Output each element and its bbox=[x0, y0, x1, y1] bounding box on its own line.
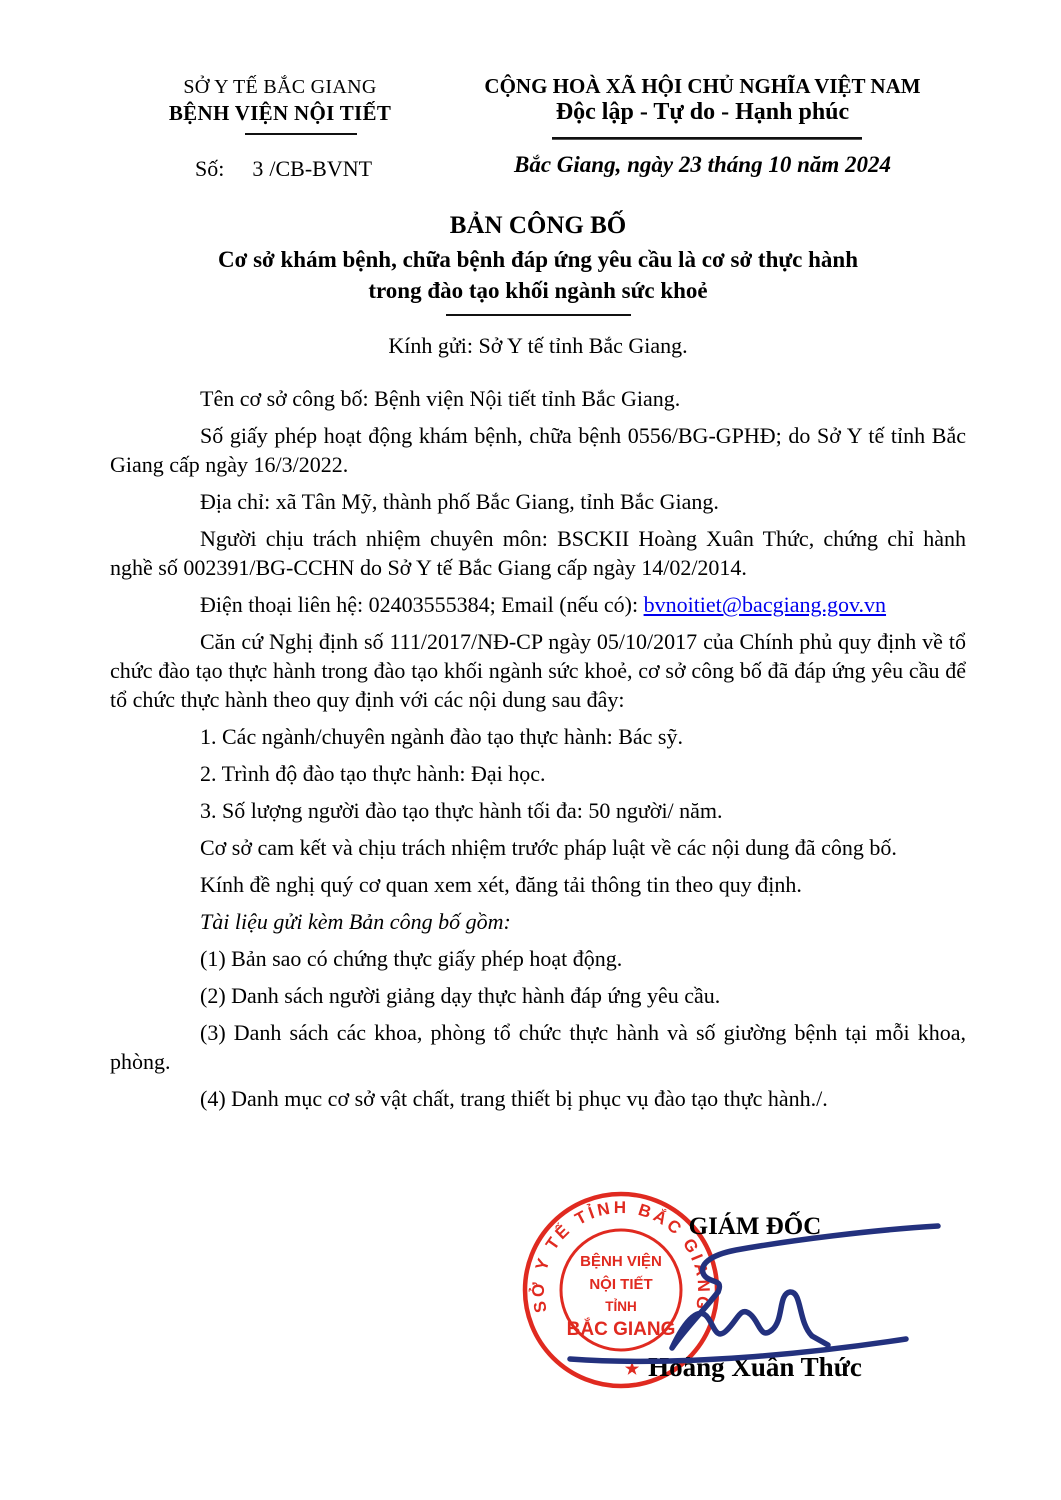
issuing-department: SỞ Y TẾ BẮC GIANG bbox=[183, 76, 377, 98]
attachment-item-3: (3) Danh sách các khoa, phòng tổ chức thực hành và số giường bệnh tại mỗi khoa, phòng. bbox=[110, 1020, 966, 1074]
issuing-organization: BỆNH VIỆN NỘI TIẾT bbox=[168, 101, 392, 125]
body-paragraph-list-item-3: 3. Số lượng người đào tạo thực hành tối đa: 50 người/ năm. bbox=[200, 798, 723, 823]
contact-text: Điện thoại liên hệ: 02403555384; Email (nếu có): bbox=[200, 592, 644, 617]
stamp-line-2: NỘI TIẾT bbox=[589, 1276, 653, 1293]
body-paragraph: Người chịu trách nhiệm chuyên môn: BSCKII Hoàng Xuân Thức, chứng chỉ hành nghề số 002391/BG-CCHN do Sở Y tế Bắc Giang cấp ngày 14/02/2014. bbox=[110, 526, 966, 580]
title-divider bbox=[446, 314, 631, 316]
body-paragraph: Căn cứ Nghị định số 111/2017/NĐ-CP ngày 05/10/2017 của Chính phủ quy định về tổ chức đào tạo thực hành trong đào tạo khối ngành sức khoẻ, cơ sở công bố đã đáp ứng yêu cầu để tổ chức thực hành theo quy định với các nội dung sau đây: bbox=[110, 629, 966, 712]
date-line: Bắc Giang, ngày 23 tháng 10 năm 2024 bbox=[514, 152, 891, 177]
signatory-name: Hoàng Xuân Thức bbox=[648, 1352, 862, 1382]
body-paragraph: Tên cơ sở công bố: Bệnh viện Nội tiết tỉnh Bắc Giang. bbox=[200, 386, 681, 411]
page-subtitle-line1: Cơ sở khám bệnh, chữa bệnh đáp ứng yêu cầu là cơ sở thực hành bbox=[217, 247, 859, 272]
attachment-item-1: (1) Bản sao có chứng thực giấy phép hoạt động. bbox=[200, 946, 623, 971]
national-motto-line2: Độc lập - Tự do - Hạnh phúc bbox=[555, 99, 850, 125]
national-motto-line1: CỘNG HOÀ XÃ HỘI CHỦ NGHĨA VIỆT NAM bbox=[484, 74, 921, 98]
attachment-item-4: (4) Danh mục cơ sở vật chất, trang thiết bị phục vụ đào tạo thực hành./. bbox=[200, 1086, 828, 1111]
page-title: BẢN CÔNG BỐ bbox=[449, 212, 627, 239]
email-link[interactable]: bvnoitiet@bacgiang.gov.vn bbox=[643, 592, 887, 617]
attachment-list-heading: Tài liệu gửi kèm Bản công bố gồm: bbox=[200, 909, 511, 934]
stamp-ring-text: SỞ Y TẾ TỈNH BẮC GIANG bbox=[528, 1197, 714, 1315]
stamp-line-3: TỈNH bbox=[605, 1299, 637, 1314]
body-paragraph-list-item-2: 2. Trình độ đào tạo thực hành: Đại học. bbox=[200, 761, 546, 786]
document-number-label: Số: bbox=[195, 156, 225, 181]
salutation: Kính gửi: Sở Y tế tỉnh Bắc Giang. bbox=[388, 333, 688, 358]
body-paragraph-contact bbox=[110, 590, 966, 619]
body-paragraph-list-item-1: 1. Các ngành/chuyên ngành đào tạo thực hành: Bác sỹ. bbox=[200, 724, 683, 749]
stamp-line-4: BẮC GIANG bbox=[566, 1319, 676, 1340]
document-number-suffix: / bbox=[269, 156, 276, 181]
stamp-line-1: BỆNH VIỆN bbox=[580, 1253, 662, 1270]
attachment-item-2: (2) Danh sách người giảng dạy thực hành đáp ứng yêu cầu. bbox=[200, 983, 721, 1008]
signer-title: GIÁM ĐỐC bbox=[688, 1213, 822, 1240]
left-header-divider bbox=[245, 133, 357, 135]
page-subtitle-line2: trong đào tạo khối ngành sức khoẻ bbox=[368, 278, 708, 303]
body-paragraph: Cơ sở cam kết và chịu trách nhiệm trước pháp luật về các nội dung đã công bố. bbox=[200, 835, 897, 860]
body-paragraph: Địa chỉ: xã Tân Mỹ, thành phố Bắc Giang, tỉnh Bắc Giang. bbox=[200, 489, 719, 514]
body-paragraph: Kính đề nghị quý cơ quan xem xét, đăng tải thông tin theo quy định. bbox=[200, 872, 802, 897]
right-header-divider bbox=[552, 137, 862, 140]
stamp-star-icon: ★ bbox=[624, 1361, 640, 1378]
body-paragraph: Số giấy phép hoạt động khám bệnh, chữa bệnh 0556/BG-GPHĐ; do Sở Y tế tỉnh Bắc Giang cấp ngày 16/3/2022. bbox=[110, 423, 966, 477]
document-number-value: 3 bbox=[252, 156, 264, 181]
document-number-code-visible: CB-BVNT bbox=[275, 156, 373, 181]
document-number bbox=[195, 156, 372, 182]
document-body bbox=[110, 384, 966, 1121]
